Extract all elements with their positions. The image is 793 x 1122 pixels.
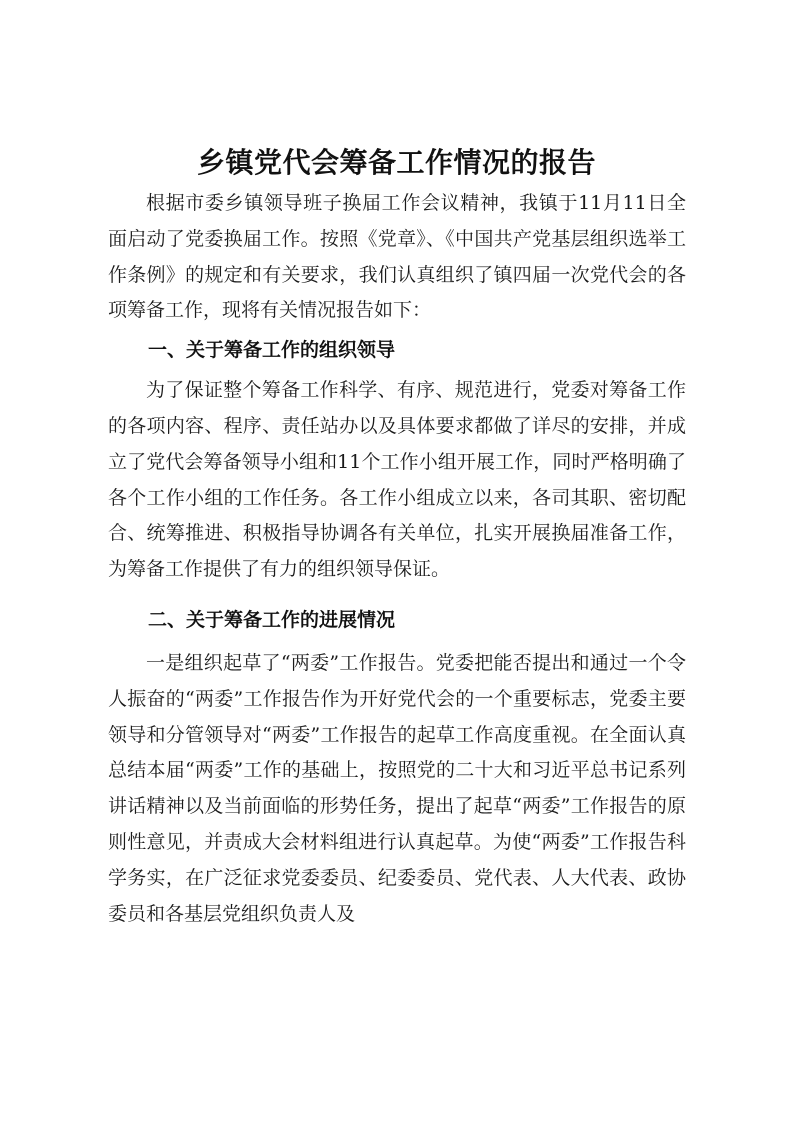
section-heading-progress: 二、关于筹备工作的进展情况	[148, 609, 396, 632]
document-body	[108, 186, 686, 932]
progress-paragraph: 一是组织起草了“两委”工作报告。党委把能否提出和通过一个令人振奋的“两委”工作报告作为开好党代会的一个重要标志，党委主要领导和分管领导对“两委”工作报告的起草工作高度重视。在全面认真总结本届“两委”工作的基础上，按照党的二十大和习近平总书记系列讲话精神以及当前面临的形势任务，提出了起草“两委”工作报告的原则性意见，并责成大会材料组进行认真起草。为使“两委”工作报告科学务实，在广泛征求党委委员、纪委委员、党代表、人大代表、政协委员和各基层党组织负责人及	[108, 651, 686, 925]
organization-paragraph: 为了保证整个筹备工作科学、有序、规范进行，党委对筹备工作的各项内容、程序、责任站办以及具体要求都做了详尽的安排，并成立了党代会筹备领导小组和11个工作小组开展工作，同时严格明确了各个工作小组的工作任务。各工作小组成立以来，各司其职、密切配合、统筹推进、积极指导协调各有关单位，扎实开展换届准备工作，为筹备工作提供了有力的组织领导保证。	[108, 379, 686, 581]
document-title: 乡镇党代会筹备工作情况的报告	[196, 146, 596, 179]
section-heading-organization: 一、关于筹备工作的组织领导	[148, 339, 396, 362]
intro-paragraph: 根据市委乡镇领导班子换届工作会议精神，我镇于11月11日全面启动了党委换届工作。按照《党章》、《中国共产党基层组织选举工作条例》的规定和有关要求，我们认真组织了镇四届一次党代会的各项筹备工作，现将有关情况报告如下：	[108, 192, 686, 322]
section-spacer	[108, 588, 686, 596]
